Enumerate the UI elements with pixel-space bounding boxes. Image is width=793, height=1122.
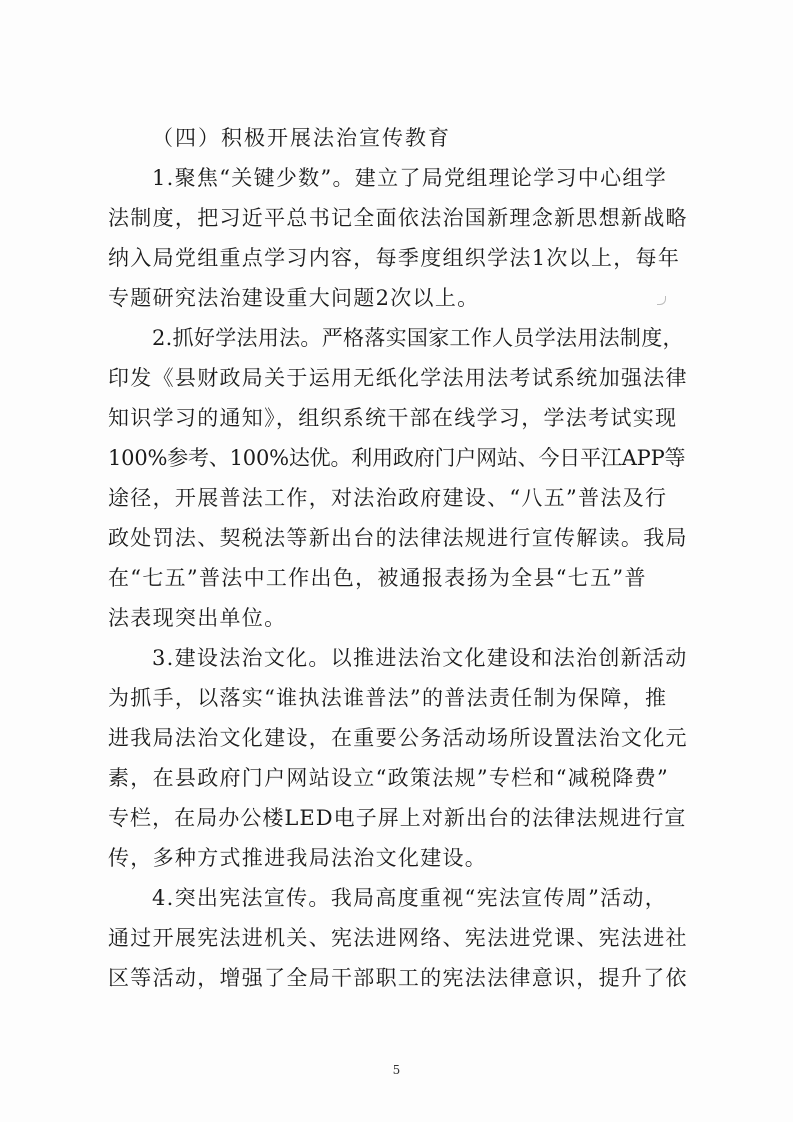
- document-body: [108, 118, 688, 998]
- paragraph-4: [108, 878, 688, 998]
- paragraph-line: 政处罚法、契税法等新出台的法律法规进行宣传解读。我局: [108, 526, 688, 550]
- paragraph-line: 知识学习的通知》，组织系统干部在线学习，学法考试实现: [108, 406, 678, 430]
- paragraph-line: 专栏，在局办公楼LED电子屏上对新出台的法律法规进行宣: [108, 806, 687, 830]
- paragraph-line: 进我局法治文化建设，在重要公务活动场所设置法治文化元: [108, 726, 688, 750]
- paragraph-line: 法制度，把习近平总书记全面依法治国新理念新思想新战略: [108, 206, 688, 230]
- paragraph-line: 传，多种方式推进我局法治文化建设。: [108, 846, 488, 870]
- paragraph-line: 3.建设法治文化。以推进法治文化建设和法治创新活动: [152, 646, 688, 670]
- paragraph-line: 4.突出宪法宣传。我局高度重视“宪法宣传周”活动，: [152, 886, 668, 910]
- paragraph-line: 在“七五”普法中工作出色，被通报表扬为全县“七五”普: [108, 566, 647, 590]
- paragraph-line: 纳入局党组重点学习内容，每季度组织学法1次以上，每年: [108, 246, 681, 270]
- paragraph-line: 区等活动，增强了全局干部职工的宪法法律意识，提升了依: [108, 966, 688, 990]
- paragraph-line: 素，在县政府门户网站设立“政策法规”专栏和“减税降费”: [108, 766, 670, 790]
- paragraph-line: 通过开展宪法进机关、宪法进网络、宪法进党课、宪法进社: [108, 926, 688, 950]
- paragraph-3: [108, 638, 688, 878]
- paragraph-2: [108, 318, 688, 638]
- paragraph-line: 印发《县财政局关于运用无纸化学法用法考试系统加强法律: [108, 366, 688, 390]
- paragraph-line: 2.抓好学法用法。严格落实国家工作人员学法用法制度，: [152, 326, 684, 350]
- paragraph-line: 专题研究法治建设重大问题2次以上。: [108, 286, 480, 310]
- paragraph-line: 1.聚焦“关键少数”。建立了局党组理论学习中心组学: [152, 166, 668, 190]
- paragraph-line: 法表现突出单位。: [108, 606, 287, 630]
- paragraph-line: 为抓手，以落实“谁执法谁普法”的普法责任制为保障，推: [108, 686, 668, 710]
- paragraph-1: [108, 158, 688, 318]
- paragraph-line: 途径，开展普法工作，对法治政府建设、“八五”普法及行: [108, 486, 668, 510]
- page-number: 5: [392, 1063, 401, 1077]
- paragraph-line: 100%参考、100%达优。利用政府门户网站、今日平江APP等: [108, 446, 686, 470]
- section-heading: （四）积极开展法治宣传教育: [152, 126, 451, 150]
